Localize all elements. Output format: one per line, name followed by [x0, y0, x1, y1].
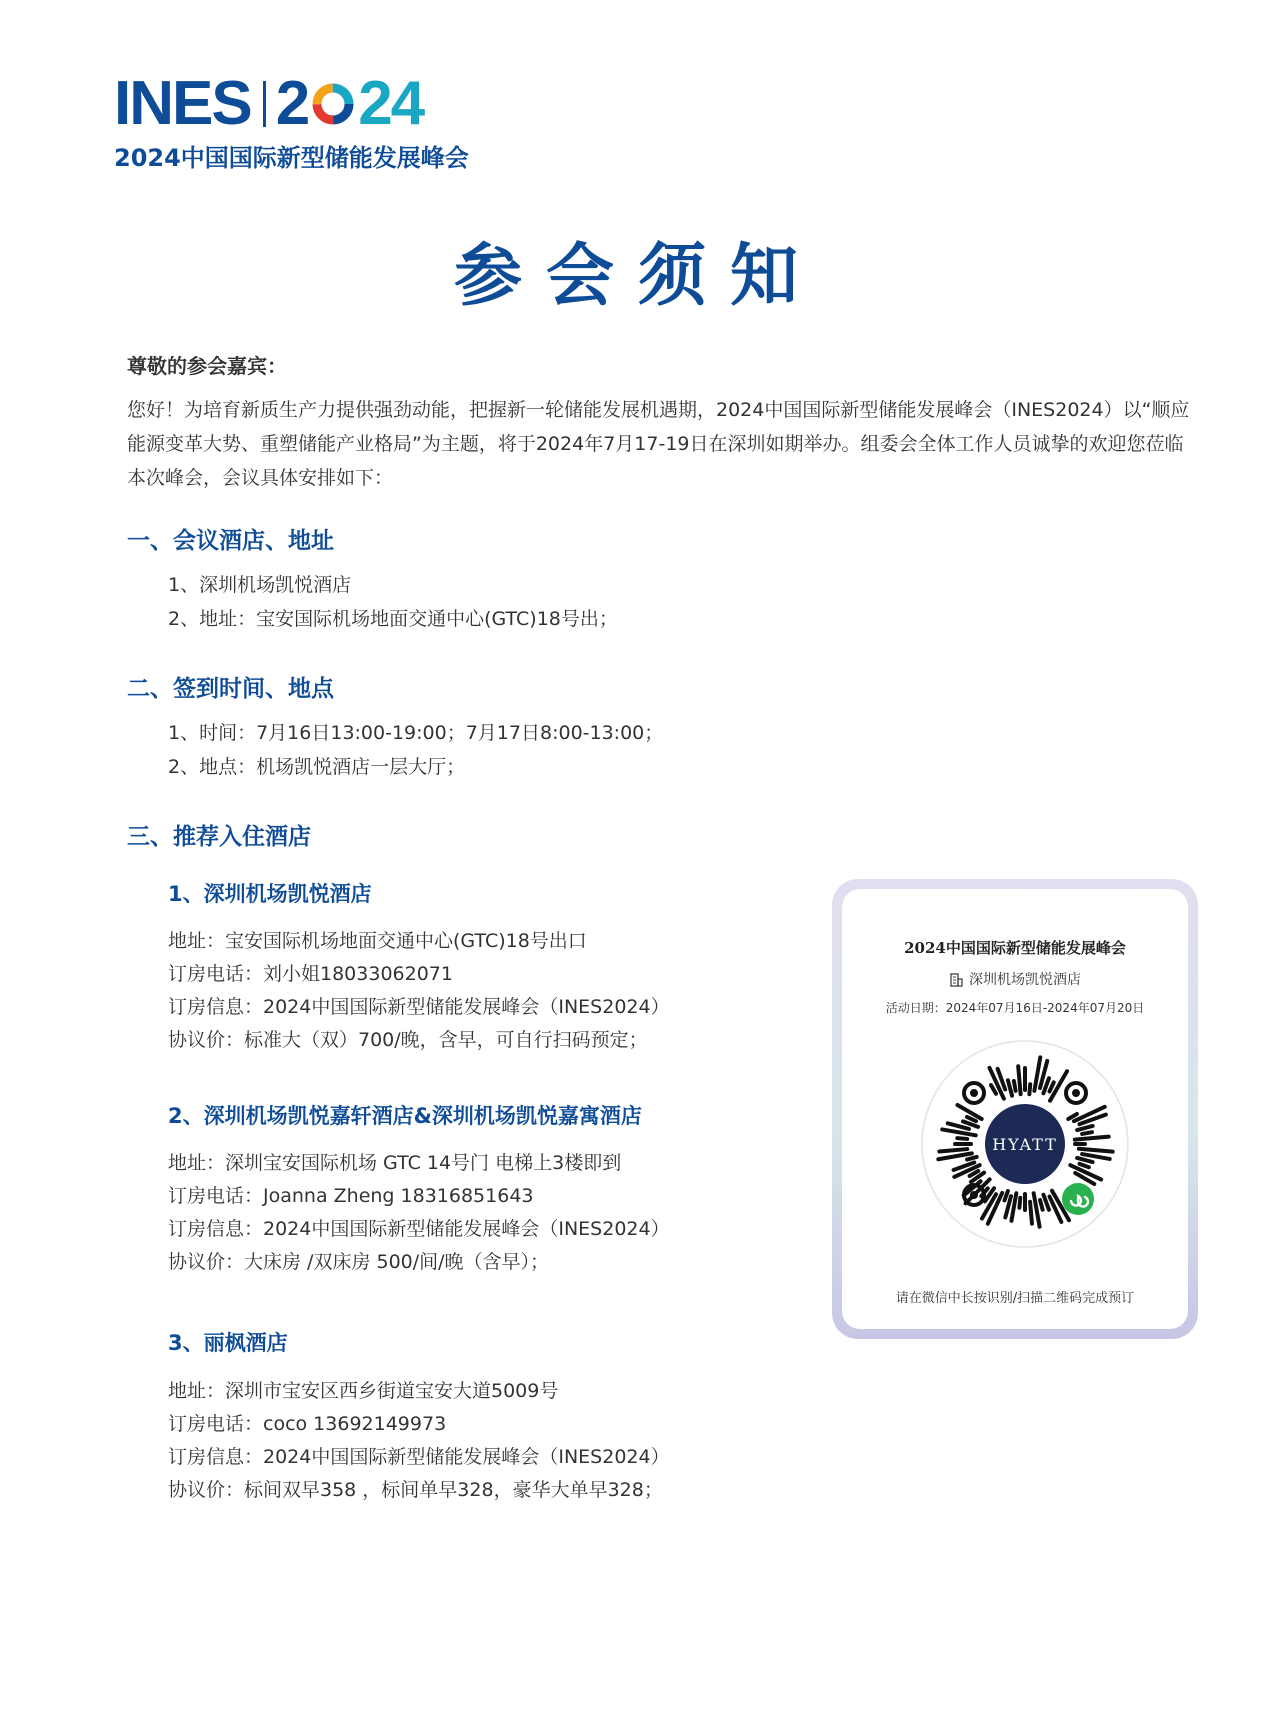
hotel-detail: 协议价：标间双早358 ，标间单早328，豪华大单早328； — [168, 1479, 663, 1501]
section-heading-hotels: 三、推荐入住酒店 — [127, 824, 311, 850]
hotel-detail: 订房信息：2024中国国际新型储能发展峰会（INES2024） — [168, 1446, 670, 1468]
qr-booking-card — [832, 879, 1198, 1339]
salutation: 尊敬的参会嘉宾： — [127, 354, 287, 378]
logo-year-prefix: 2 — [275, 69, 309, 138]
hotel-name: 2、深圳机场凯悦嘉轩酒店&深圳机场凯悦嘉寓酒店 — [168, 1104, 642, 1128]
qr-card-title: 2024中国国际新型储能发展峰会 — [904, 939, 1126, 957]
logo-year-suffix: 24 — [358, 69, 424, 138]
qr-ray — [1029, 1084, 1030, 1094]
hotel-detail: 协议价：大床房 /双床房 500/间/晚（含早）； — [168, 1251, 550, 1273]
qr-ray — [1030, 1202, 1032, 1224]
hotel-detail: 订房信息：2024中国国际新型储能发展峰会（INES2024） — [168, 996, 670, 1018]
qr-code[interactable] — [920, 1039, 1130, 1249]
building-icon — [949, 973, 963, 987]
hotel-detail: 订房电话：刘小姐18033062071 — [168, 963, 453, 985]
hotel-detail: 订房信息：2024中国国际新型储能发展峰会（INES2024） — [168, 1218, 670, 1240]
hotel-detail: 协议价：标准大（双）700/晚，含早，可自行扫码预定； — [168, 1029, 648, 1051]
qr-card-hotel — [842, 969, 1188, 989]
qr-card-date: 活动日期：2024年07月16日-2024年07月20日 — [885, 1001, 1145, 1015]
hotel-detail: 地址：宝安国际机场地面交通中心(GTC)18号出口 — [168, 930, 587, 952]
list-item: 2、地址：宝安国际机场地面交通中心(GTC)18号出； — [168, 608, 618, 630]
qr-ray — [1018, 1066, 1020, 1094]
list-item: 1、时间：7月16日13:00-19:00；7月17日8:00-13:00； — [168, 722, 664, 744]
intro-paragraph: 您好！为培育新质生产力提供强劲动能，把握新一轮储能发展机遇期，2024中国国际新型储能发展峰会（INES2024）以“顺应能源变革大势、重塑储能产业格局”为主题，将于2024年7月17-19日在深圳如期举办。组委会全体工作人员诚挚的欢迎您莅临本次峰会，会议具体安排如下： — [127, 399, 1190, 489]
hotel-detail: 地址：深圳市宝安区西乡街道宝安大道5009号 — [168, 1380, 559, 1402]
qr-ray — [1014, 1081, 1016, 1091]
ines-logo — [114, 69, 474, 172]
logo-separator — [263, 81, 266, 127]
list-item: 1、深圳机场凯悦酒店 — [168, 574, 352, 596]
page-title: 参会须知 — [453, 237, 822, 316]
intro-block — [127, 350, 1207, 495]
qr-card-footer: 请在微信中长按识别/扫描二维码完成预订 — [895, 1291, 1135, 1306]
hotel-name: 3、丽枫酒店 — [168, 1331, 288, 1355]
logo-year — [275, 69, 424, 138]
logo-ring-icon — [310, 81, 356, 127]
mini-program-icon — [1062, 1183, 1094, 1215]
hotel-detail: 订房电话：coco 13692149973 — [168, 1413, 447, 1435]
logo-brand: INES — [114, 69, 251, 138]
hotel-detail: 订房电话：Joanna Zheng 18316851643 — [168, 1185, 534, 1207]
section-heading-venue: 一、会议酒店、地址 — [127, 528, 334, 554]
qr-ray — [1019, 1198, 1020, 1208]
logo-subtitle: 2024中国国际新型储能发展峰会 — [114, 144, 469, 172]
hotel-detail: 地址：深圳宝安国际机场 GTC 14号门 电梯上3楼即到 — [168, 1152, 622, 1174]
qr-card-hotel-name: 深圳机场凯悦酒店 — [969, 972, 1081, 988]
qr-ray — [957, 1138, 967, 1139]
hyatt-logo-text: HYATT — [992, 1135, 1058, 1154]
qr-ray — [939, 1149, 967, 1151]
qr-ray — [1082, 1132, 1092, 1134]
hotel-name: 1、深圳机场凯悦酒店 — [168, 882, 372, 906]
qr-ray — [967, 1157, 977, 1160]
qr-card-inner — [842, 889, 1188, 1329]
section-heading-checkin: 二、签到时间、地点 — [127, 676, 334, 702]
qr-ray — [1040, 1200, 1043, 1210]
list-item: 2、地点：机场凯悦酒店一层大厅； — [168, 756, 466, 778]
